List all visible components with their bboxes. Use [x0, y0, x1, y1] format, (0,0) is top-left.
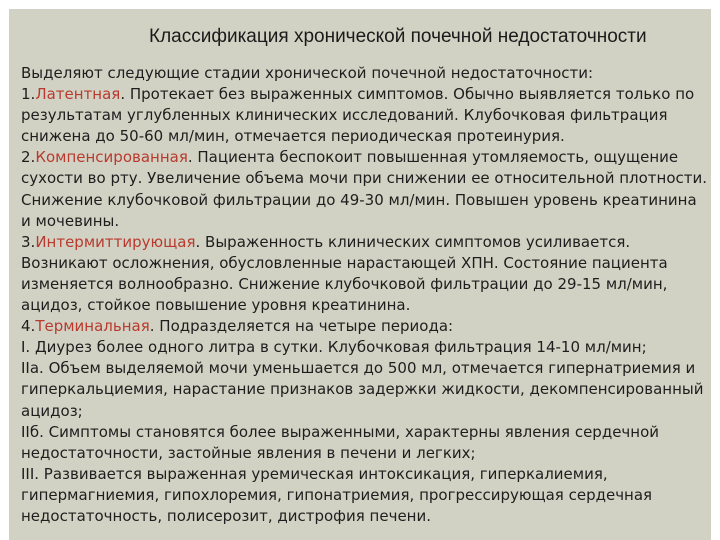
period-line: IIa. Объем выделяемой мочи уменьшается до 500 мл, отмечается гипернатриемия и — [21, 359, 696, 378]
stage-4-name: Терминальная — [35, 317, 150, 336]
period-line: гиперкальциемия, нарастание признаков задержки жидкости, декомпенсированный — [21, 380, 704, 399]
period-line: I. Диурез более одного литра в сутки. Клубочковая фильтрация 14-10 мл/мин; — [21, 338, 647, 357]
stage-3-name: Интермиттирующая — [35, 232, 196, 251]
stage-2-text: . Пациента беспокоит повышенная утомляемость, ощущение — [187, 148, 679, 167]
stage-2-line — [21, 147, 711, 168]
stage-3-text: Возникают осложнения, обусловленные нарастающей ХПН. Состояние пациента — [21, 253, 668, 272]
stage-1-text: снижена до 50-60 мл/мин, отмечается периодическая протеинурия. — [21, 127, 565, 146]
stage-2-number: 2. — [21, 148, 36, 167]
slide-body — [21, 63, 711, 527]
stage-2-text: Снижение клубочковой фильтрации до 49-30 мл/мин. Повышен уровень креатинина — [21, 190, 697, 209]
stage-3-line — [21, 232, 711, 253]
stage-2-text: и мочевины. — [21, 211, 120, 230]
stage-4-text: . Подразделяется на четыре периода: — [149, 317, 454, 336]
period-line: IIб. Симптомы становятся более выраженными, характерны явления сердечной — [21, 422, 660, 441]
stage-3-text: . Выраженность клинических симптомов усиливается. — [195, 232, 631, 251]
slide — [9, 9, 711, 540]
stage-2-name: Компенсированная — [35, 148, 188, 167]
slide-title: Классификация хронической почечной недостаточности — [149, 26, 647, 47]
stage-3-number: 3. — [21, 232, 36, 251]
stage-1-text: результатам углубленных клинических исследований. Клубочковая фильтрация — [21, 106, 668, 125]
stage-4-line — [21, 316, 711, 337]
stage-1-text: . Протекает без выраженных симптомов. Обычно выявляется только по — [120, 85, 695, 104]
period-line: гипермагниемия, гипохлоремия, гипонатриемия, прогрессирующая сердечная — [21, 485, 653, 504]
stage-3-text: ацидоз, стойкое повышение уровня креатинина. — [21, 296, 411, 315]
intro-text: Выделяют следующие стадии хронической почечной недостаточности: — [21, 64, 594, 82]
period-line: III. Развивается выраженная уремическая интоксикация, гиперкалиемия, — [21, 464, 608, 483]
stage-4-number: 4. — [21, 317, 36, 336]
stage-2-text: сухости во рту. Увеличение объема мочи при снижении ее относительной плотности. — [21, 169, 708, 188]
period-line: недостаточности, застойные явления в печени и легких; — [21, 443, 476, 462]
period-line: ацидоз; — [21, 401, 83, 420]
stage-1-number: 1. — [21, 85, 36, 104]
stage-1-name: Латентная — [35, 85, 121, 104]
period-line: недостаточность, полисерозит, дистрофия печени. — [21, 506, 431, 525]
stage-1-line — [21, 84, 711, 105]
stage-3-text: изменяется волнообразно. Снижение клубочковой фильтрации до 29-15 мл/мин, — [21, 274, 668, 293]
